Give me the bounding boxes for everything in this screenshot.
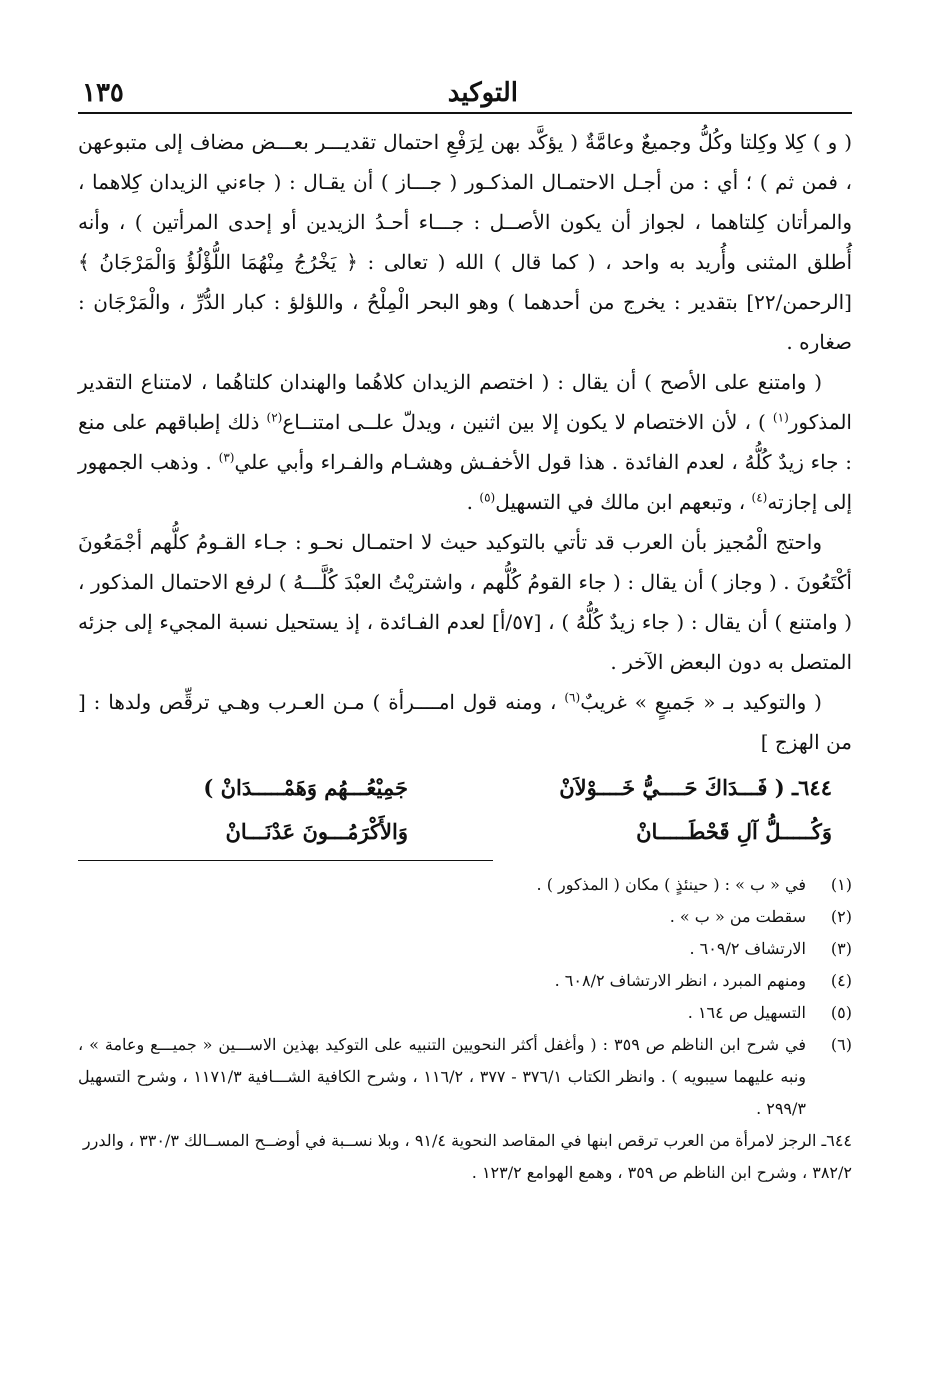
poem-verse [78,766,852,854]
page-number: ١٣٥ [82,78,124,108]
footnote-number: (٢) [830,907,852,926]
paragraph-1: ( و ) كِلا وكِلتا وكُلُّ وجميعٌ وعامَّةٌ ( يؤكَّد بهن لِرَفْعِ احتمال تقديـــر بعـــض مضاف إلى متبوعهن ، فمن ثم ) ؛ أي : من أجـل الاحتمـال المذكـور ( جـــاز ) أن يقـال : ( جاءني الزيدان كِلاهما ، والمرأتان كِلتاهما ، لجواز أن يكون الأصــل : جـــاء أحـدُ الزيدين أو إحدى المرأتين ) ، وأنه أُطلق المثنى وأُريد به واحد ، ( كما قال ) الله ( تعالى : ﴿ يَخْرُجُ مِنْهُمَا اللُّؤْلُؤُ وَالْمَرْجَانُ ﴾ [الرحمن/٢٢] بتقدير : يخرج من أحدهما ) وهو البحر الْمِلْحُ ، واللؤلؤ : كبار الدُّرِّ ، والْمَرْجَان : صغاره . [78,130,852,354]
paragraph-4 [78,682,852,762]
p2-text-d: . وذهب الجمهور إلى إجازته [78,450,852,514]
verse-source-note: ٦٤٤ـ الرجز لامرأة من العرب ترقص ابنها في المقاصد النحوية ٩١/٤ ، وبلا نســبة في أوضــح المســالك ٣٣٠/٣ ، والدرر ٣٨٢/٢ ، وشرح ابن الناظم ص ٣٥٩ ، وهمع الهوامع ١٢٣/٢ . [82,1131,852,1182]
footnote-text: سقطت من « ب » . [669,907,806,926]
footnote-3 [78,933,852,965]
p2-text-f: . [466,490,480,514]
footnote-text: في شرح ابن الناظم ص ٣٥٩ : ( وأغفل أكثر النحويين التنبيه على التوكيد بهذين الاســـين « جميـــع وعامة » ، ونبه عليهما سيبويه ) . وانظر الكتاب ٣٧٦/١ - ٣٧٧ ، ١١٦/٢ ، وشرح الكافية الشـــافية ١١٧١/٣ ، وشرح التسهيل ٢٩٩/٣ . [78,1035,807,1118]
paragraph-2 [78,362,852,522]
footnote-separator [78,860,493,861]
footnote-ref-3[interactable]: (٣) [218,450,235,465]
p2-text-b: ) ، لأن الاختصام لا يكون إلا بين اثنين ، ويدلّ علــى امتنــاع [282,410,773,434]
p4-text-a: ( والتوكيد بـ « جَميعٍ » غريبٌ [580,690,822,714]
verse-line-1 [78,766,852,810]
footnote-2 [78,901,852,933]
footnote-ref-4[interactable]: (٤) [751,490,768,505]
footnote-4 [78,965,852,997]
footnote-ref-1[interactable]: (١) [772,410,789,425]
footnote-1 [78,869,852,901]
footnote-ref-6[interactable]: (٦) [564,690,581,705]
footnote-number: (٦) [830,1035,852,1054]
verse-2-first-hemistich: وَكُـــــلُّ آلِ قَحْطَـــــانْ [636,819,832,844]
p4-text-b: ، ومنه قول امــــرأة ) مـن العـرب وهـي ترقِّص ولدها : [ من الهزج ] [78,690,852,754]
footnote-5 [78,997,852,1029]
footnote-text: في « ب » : ( حينئذٍ ) مكان ( المذكور ) . [536,875,806,894]
paragraph-3: واحتج الْمُجيز بأن العرب قد تأتي بالتوكيد حيث لا احتمـال نحـو : جـاء القـومُ كلُّهم أجْمَعُونَ أكْتَعُونَ . ( وجاز ) أن يقال : ( جاء القومُ كُلُّهم ، واشتريْتُ العبْدَ كُلَّـــهُ ) لرفع الاحتمال المذكور ، ( وامتنع ) أن يقال : ( جاء زيدٌ كُلُّهُ ) ، [٥٧/أ] لعدم الفـائدة ، إذ يستحيل نسبة المجيء إلى جزئه المتصل به دون البعض الآخر . [78,530,853,674]
footnote-number: (١) [830,875,852,894]
running-title: التوكيد [447,78,518,108]
p2-text-c: ذلك إطباقهم على منع : جاء زيدٌ كُلُّهُ ، لعدم الفائدة . هذا قول الأخفـش وهشـام والفـراء وأبي علي [78,410,852,474]
footnote-ref-2[interactable]: (٢) [266,410,283,425]
verse-line-2 [78,810,852,854]
footnotes [78,869,852,1189]
p2-text-a: ( وامتنع على الأصح ) أن يقال : ( اختصم الزيدان كلاهُما والهندان كلتاهُما ، لامتناع التقدير المذكور [78,370,852,434]
footnote-text: ومنهم المبرد ، انظر الارتشاف ٦٠٨/٢ . [554,971,806,990]
footnote-text: التسهيل ص ١٦٤ . [687,1003,806,1022]
verse-2-second-hemistich: وَالأَكْرَمُـــونَ عَدْنَـــانْ [225,819,408,844]
footnote-6 [78,1029,852,1125]
footnote-number: (٣) [830,939,852,958]
main-text [78,122,852,762]
footnote-text: الارتشاف ٦٠٩/٢ . [689,939,806,958]
p2-text-e: ، وتبعهم ابن مالك في التسهيل [495,490,752,514]
verse-1-second-hemistich: جَمِيْعُـــهُم وَهَمْـــــدَانْ ) [203,775,408,800]
footnote-ref-5[interactable]: (٥) [479,490,496,505]
verse-1-first-hemistich: ٦٤٤ـ ( فَـــدَاكَ حَــــيُّ خَــــوْلاَنْ [559,775,832,800]
book-page [78,70,852,1189]
footnote-number: (٤) [830,971,852,990]
page-header [78,70,852,114]
footnote-number: (٥) [830,1003,852,1022]
